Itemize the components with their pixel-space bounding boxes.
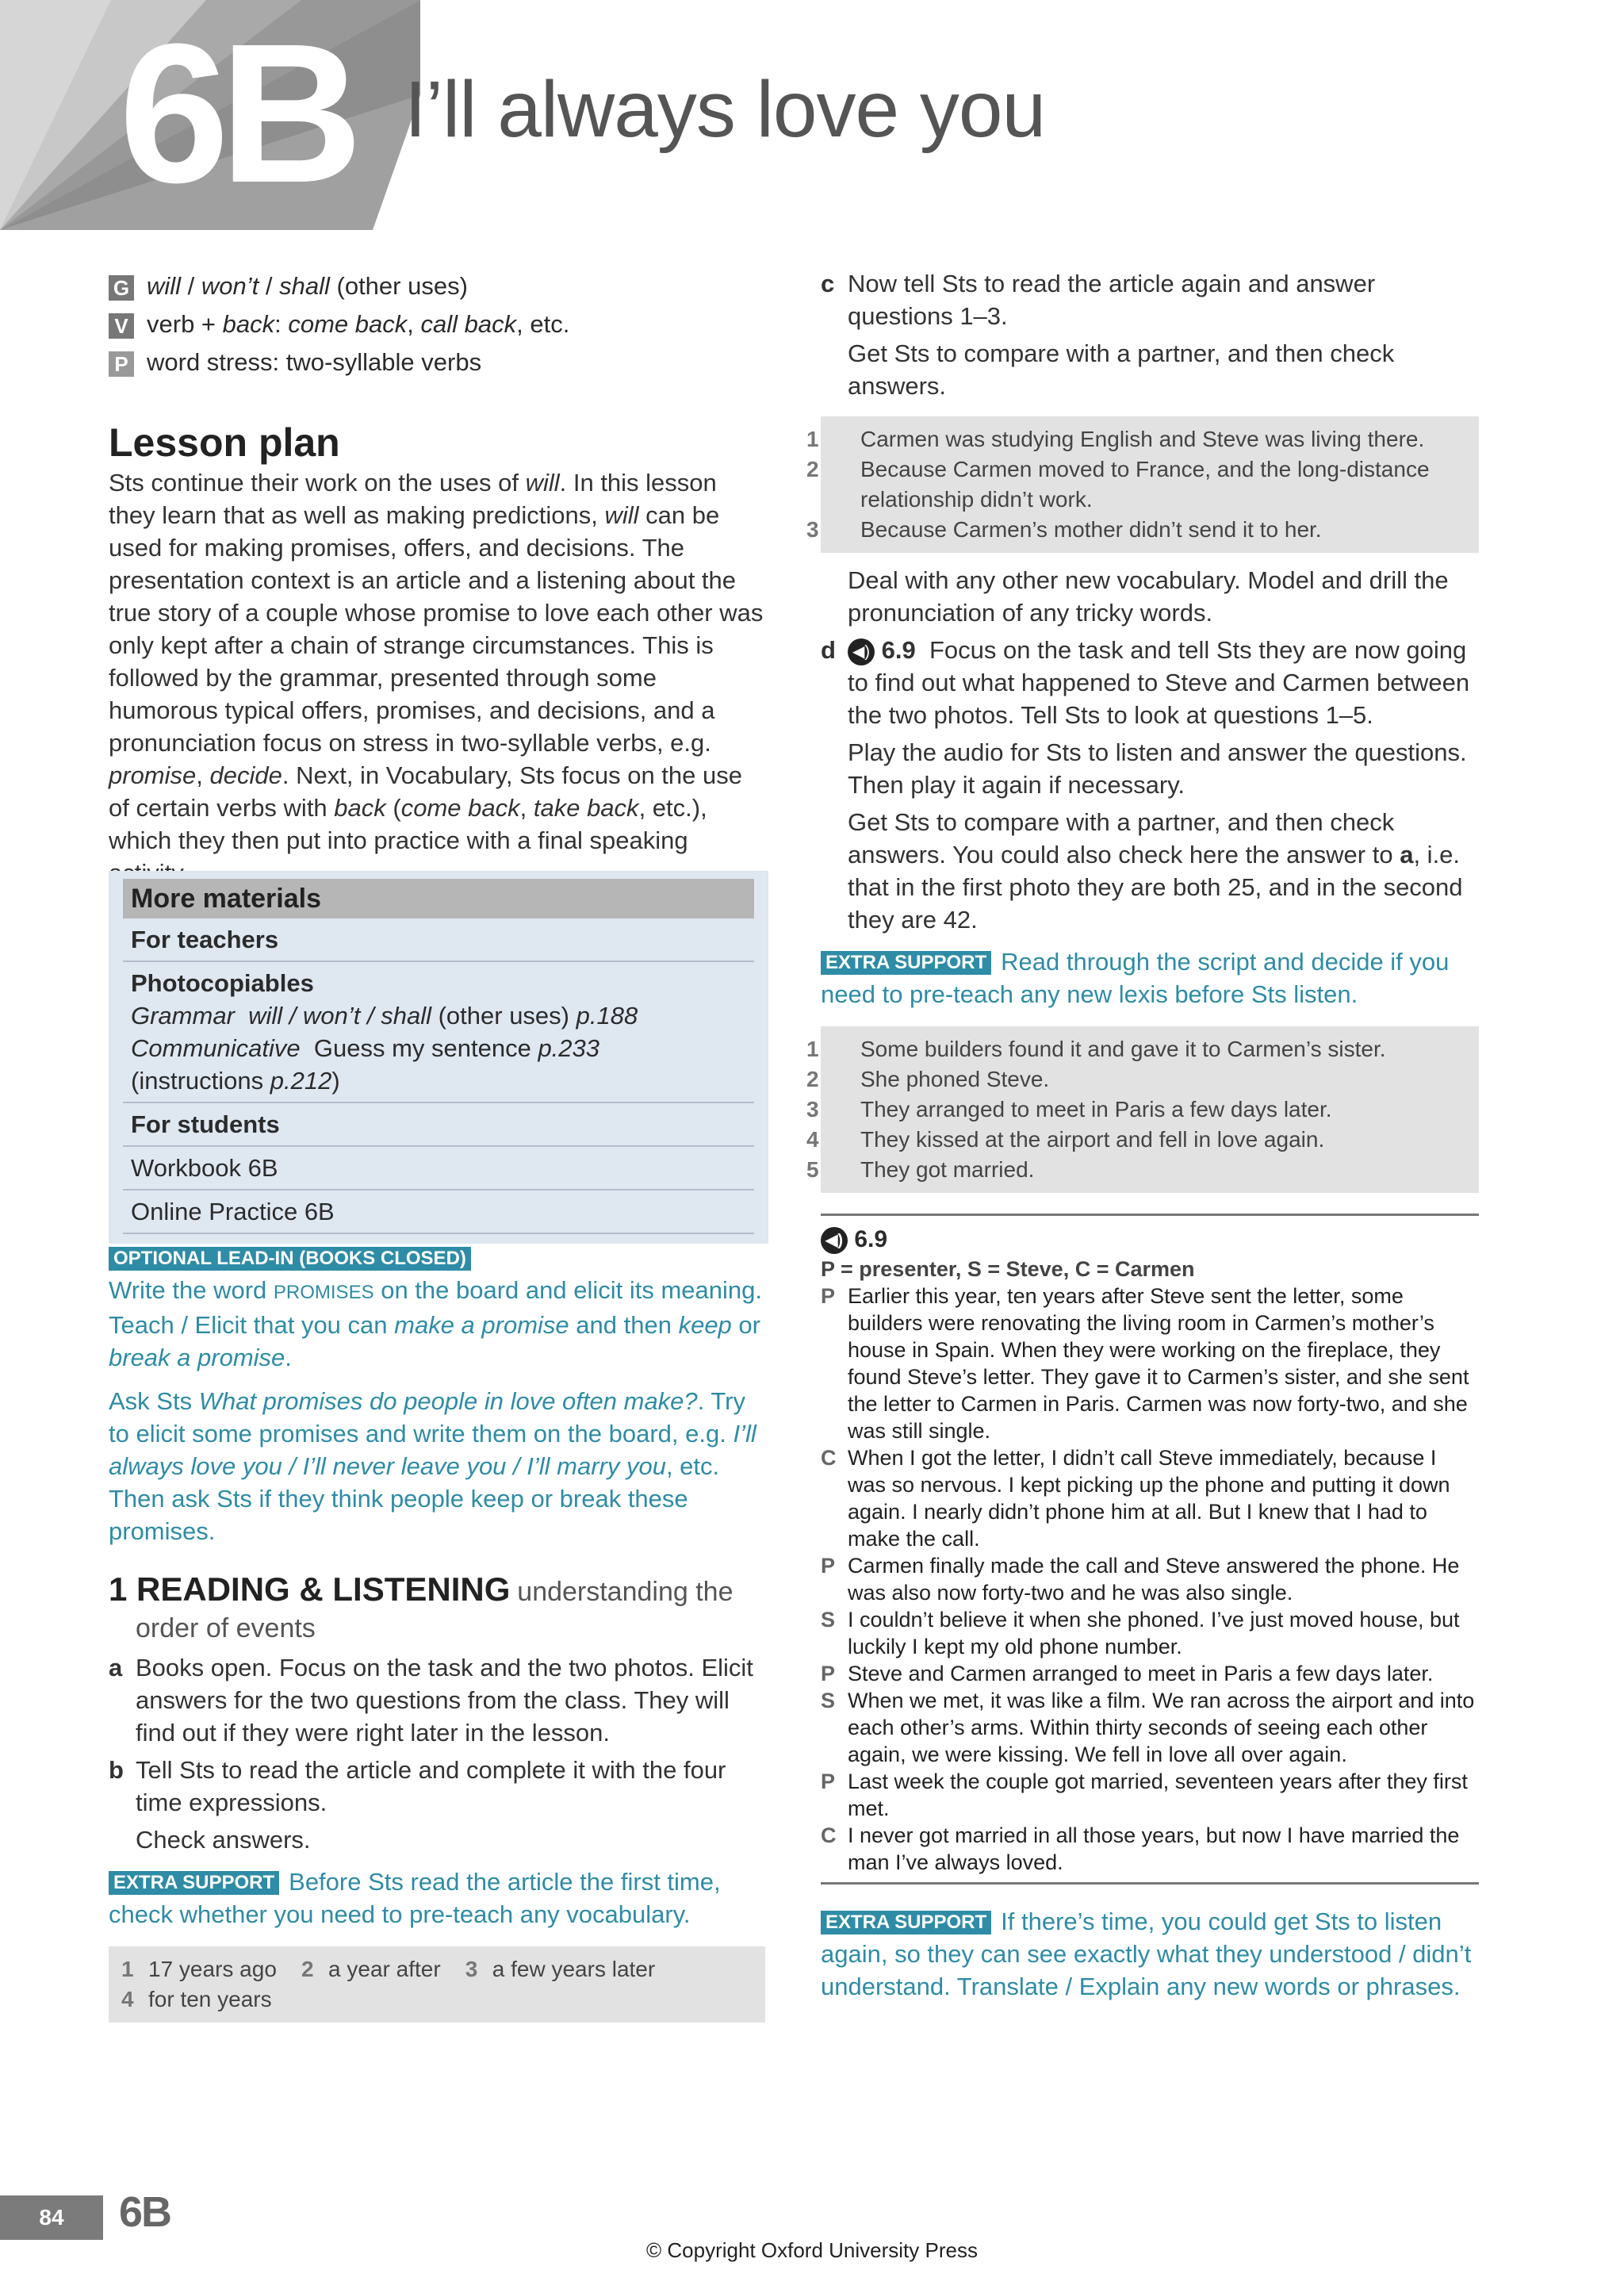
footer-unit: 6B [119,2188,171,2236]
grammar-key-icon: G [109,275,134,301]
script-key: P = presenter, S = Steve, C = Carmen [821,1257,1195,1281]
answers-c: 1 Carmen was studying English and Steve was living there. 2 Because Carmen moved to France, and the long-distance relationship didn’t work. 3 Because Carmen’s mother didn’t send it to her. [821,416,1479,553]
item-d: d ◀) 6.9 Focus on the task and tell Sts they are now going to find out what happened to Steve and Carmen between the two photos. Tell Sts to look at questions 1–5. [821,636,1470,729]
photocopiables-block: Photocopiables Grammar will / won’t / shall (other uses) p.188 Communicative Guess my sentence p.233 (instructions p.212) [123,962,754,1103]
pronunciation-key-icon: P [109,351,134,377]
section-subtitle-2: order of events [136,1613,316,1643]
for-teachers-label: For teachers [123,918,754,962]
for-students-label: For students [123,1103,754,1147]
script-audio-icon[interactable]: ◀) [821,1227,848,1254]
page-title: I’ll always love you [404,65,1046,154]
answers-d: 1 Some builders found it and gave it to Carmen’s sister. 2 She phoned Steve. 3 They arranged to meet in Paris a few days later. 4 They kissed at the airport and fell in love again. 5 They got married. [821,1026,1479,1193]
item-d-text-2: Play the audio for Sts to listen and answer the questions. Then play it again if necessary. [848,738,1467,799]
item-a: a Books open. Focus on the task and the two photos. Elicit answers for the two questions from the class. They will find out if they were right later in the lesson. [109,1654,753,1747]
lead-in-para-1: Write the word PROMISES on the board and elicit its meaning. Teach / Elicit that you can make a promise and then keep or break a promise. [109,1276,763,1371]
section-1 [109,1572,767,2023]
extra-support-2: EXTRA SUPPORT Read through the script and decide if you need to pre-teach any new lexis before Sts listen. [821,948,1450,1008]
more-materials-box [109,871,768,1244]
item-c-text-2: Get Sts to compare with a partner, and then check answers. [848,339,1395,400]
lesson-plan-heading: Lesson plan [109,420,340,465]
lesson-plan-text: Sts continue their work on the uses of will. In this lesson they learn that as well as making predictions, will can be used for making promises, offers, and decisions. The presentation context is an article and a listening about the true story of a couple whose promise to love each other was only kept after a chain of strange circumstances. This is followed by the grammar, presented through some humorous typical offers, promises, and decisions, and a pronunciation focus on stress in two-syllable verbs, e.g. promise, decide. Next, in Vocabulary, Sts focus on the use of certain verbs with back (come back, take back, etc.), which they then put into practice with a final speaking [109,469,764,854]
more-materials-heading: More materials [123,879,754,918]
item-d-text-3: Get Sts to compare with a partner, and then check answers. You could also check here the answer to a, i.e. that in the first photo they are both 25, and in the second they are 42. [848,808,1463,934]
lead-in [109,1241,767,1547]
key-point-grammar: G will / won’t / shall (other uses) [109,267,767,305]
section-heading: 1 READING & LISTENING [109,1570,511,1608]
copyright: © Copyright Oxford University Press [646,2238,978,2262]
audio-icon[interactable]: ◀) [848,638,875,665]
right-column [806,267,1479,2003]
item-b-check: Check answers. [136,1826,311,1854]
extra-support-3: EXTRA SUPPORT If there’s time, you could get Sts to listen again, so they can see exactly what they understood / didn’t understand. Translate / Explain any new words or phrases. [821,1908,1472,2000]
item-c-text-3: Deal with any other new vocabulary. Model and drill the pronunciation of any tricky words. [848,566,1449,627]
key-point-pronunciation: P word stress: two-syllable verbs [109,343,767,382]
vocabulary-key-icon: V [109,313,134,339]
unit-number: 6B [119,2,354,224]
lead-in-para-2: Ask Sts What promises do people in love often make?. Try to elicit some promises and write them on the board, e.g. I’ll always love you / I’ll never leave you / I’ll marry you, etc. Then ask Sts if they think people keep or break these promises. [109,1387,756,1545]
key-point-vocabulary: V verb + back: come back, call back, etc. [109,305,767,343]
extra-support-1: EXTRA SUPPORT Before Sts read the article the first time, check whether you need to pre-teach any vocabulary. [109,1868,721,1928]
item-b: b Tell Sts to read the article and complete it with the four time expressions. [109,1756,726,1816]
item-c: c Now tell Sts to read the article again and answer questions 1–3. [821,270,1376,330]
script-lines: P Earlier this year, ten years after Steve sent the letter, some builders were renovating the living room in Carmen’s mother’s house in Spain. When they were working on the fireplace, they found Steve’s letter. They gave it to Carmen’s sister, and she sent the letter to Carmen in Paris. Carmen was now forty-two, and she was still single. C When I got the letter, I didn’t call Steve immediately, because I was so nervous. I kept picking up the phone and putting it down again. I nearly didn’t phone him at all. But I knew that I had to make the call. P Carmen finally made the call and Steve answered the phone. He was also now forty-two and he was also single. S I couldn’t believe it when she phoned. I’ve just moved house, but luckily I kept my old phone number. P Steve and Carmen arranged to meet in Paris a few days later. S When we met, it was like a film. We ran across the airport and into each other’s arms. Within thirty seconds of seeing each other again, we were kissing. We fell in love all over again. P Last week the couple got married, seventeen years after they first met. C I never got married in all those years, but now I have married the man I’ve always loved. [821,1284,1475,1874]
lesson-plan [109,419,767,889]
audio-script: ◀) 6.9 P = presenter, S = Steve, C = Carmen P Earlier this year, ten years after Steve sent the letter, some builders were renovating the living room in Carmen’s mother’s house in Spain. When they were working on the fireplace, they found Steve’s letter. They gave it to Carmen’s sister, and she sent the letter to Carmen in Paris. Carmen was now forty-two, and she was still single. C When I got the letter, I didn’t call Steve immediately, because I was so nervous. I kept picking up the phone and putting it down again. I nearly didn’t phone him at all. But I knew that I had to make the call. P Carmen finally made the call and Steve answered the phone. He was also now forty-two and he was also single. S I couldn’t believe it when she phoned. I’ve just moved house, but luckily I kept my old phone number. P Steve and Carmen arranged to meet in Paris a few days later. S When we met, it was like a film. We ran across the airport and into each other’s arms. Within thirty seconds of seeing each other again, we were kissing. We fell in love all over again. P Last week the couple got married, seventeen years after they first met. C I never got married in all those years, but now I have married the man I’ve always loved. [821,1214,1479,1885]
key-points [109,267,767,382]
workbook-item: Workbook 6B [123,1147,754,1191]
section-subtitle: understanding the [517,1577,733,1607]
answers-b: 1 17 years ago 2 a year after 3 a few years later 4 for ten years [109,1946,765,2023]
lead-in-tag: OPTIONAL LEAD-IN (BOOKS CLOSED) [109,1247,471,1271]
page-number: 84 [0,2195,103,2240]
online-practice-item: Online Practice 6B [123,1191,754,1234]
